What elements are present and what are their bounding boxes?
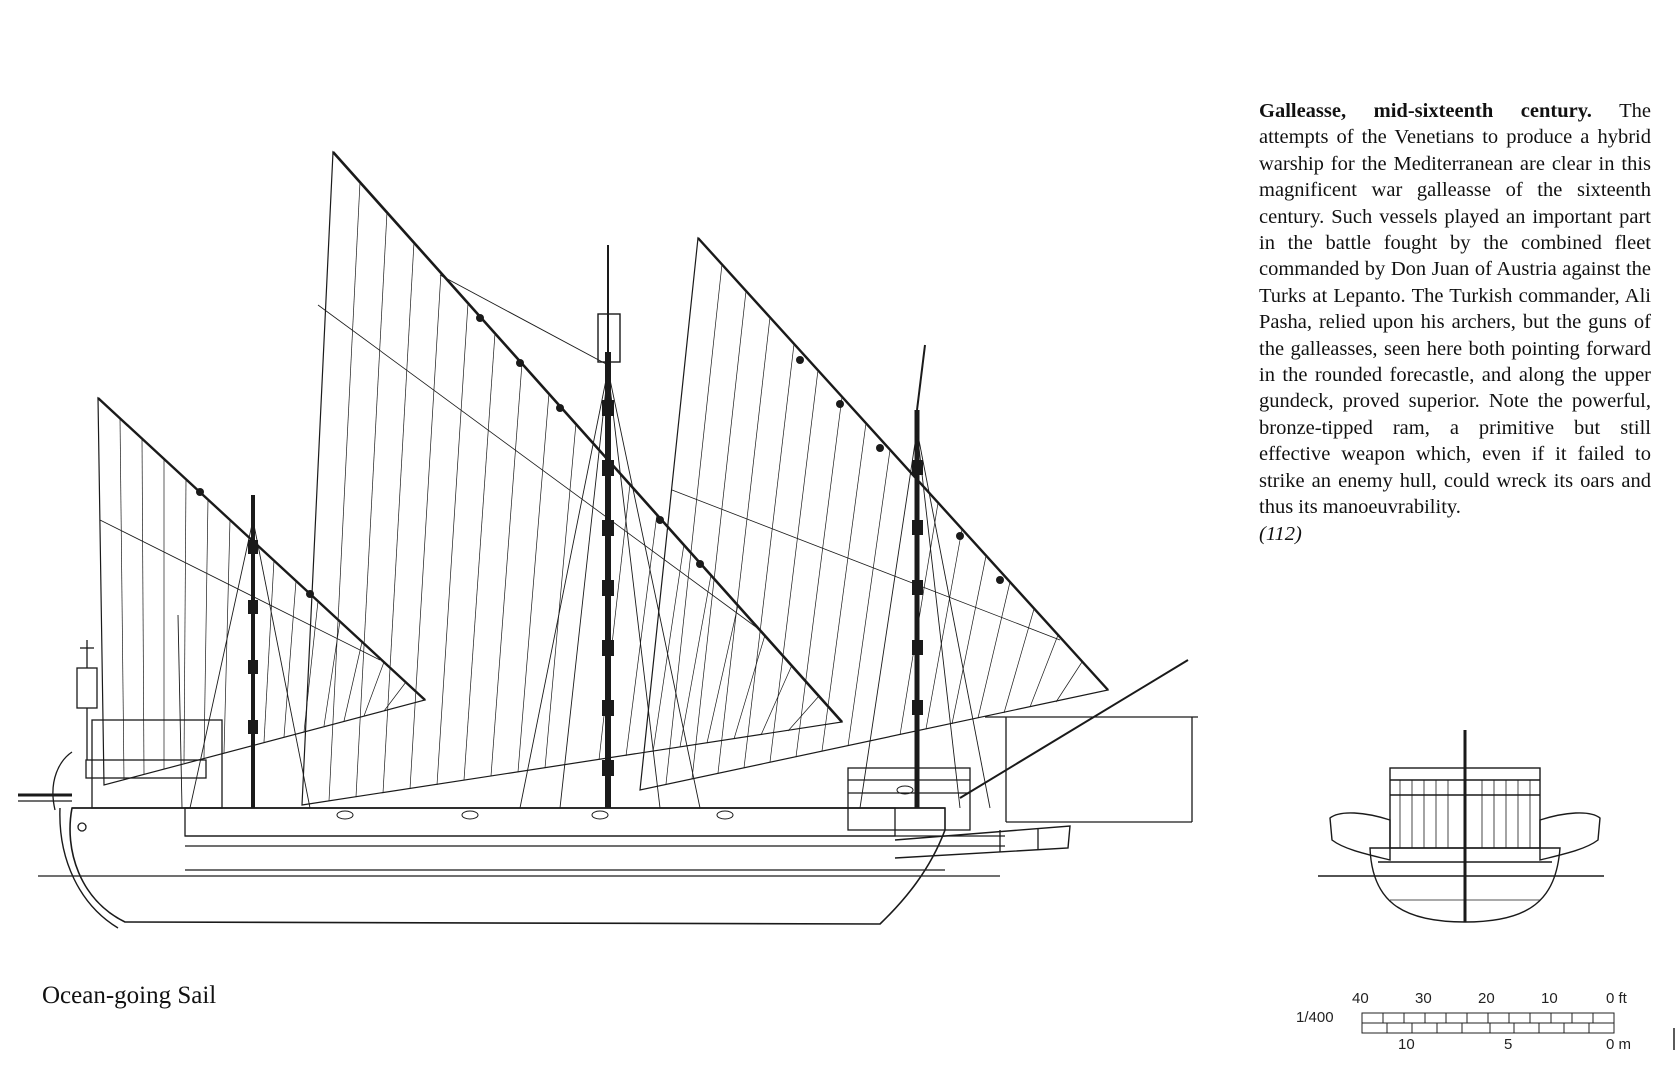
mizzen-sail bbox=[98, 398, 425, 785]
caption-block bbox=[1259, 98, 1651, 547]
caption-reference: (112) bbox=[1259, 522, 1302, 545]
scale-meter-bar bbox=[1362, 1023, 1614, 1033]
main-sail bbox=[302, 152, 842, 805]
front-right-wing bbox=[1540, 813, 1600, 860]
yard-ties bbox=[196, 314, 1004, 598]
front-view bbox=[1318, 730, 1604, 922]
rigging bbox=[178, 275, 990, 808]
caption-body: The attempts of the Venetians to produce a hybrid warship for the Mediterranean are clear in this magnificent war galleasse of the sixteenth century. Such vessels played an important part in the battle fought by the combined fleet commanded by Don Juan of Austria against the Turks at Lepanto. The Turkish commander, Ali Pasha, relied upon his archers, but the guns of the galleasses, seen here both pointing forward in the rounded forecastle, and along the upper gundeck, proved superior. Note the powerful, bronze-tipped ram, a primitive but still effective weapon which, even if it failed to strike an enemy hull, could wreck its oars and thus its manoeuvrability. bbox=[1259, 100, 1651, 519]
fore-topmast bbox=[917, 345, 925, 410]
stem bbox=[60, 808, 118, 928]
scale-ratio: 1/400 bbox=[1296, 1009, 1334, 1026]
main-sail-seams bbox=[329, 182, 819, 801]
caption-title: Galleasse, mid-sixteenth century. bbox=[1259, 100, 1592, 122]
section-label: Ocean-going Sail bbox=[42, 982, 217, 1009]
forecastle bbox=[848, 768, 970, 830]
ram bbox=[895, 826, 1070, 858]
mizzen-sail-seams bbox=[120, 418, 406, 780]
scale-meter-label-0: 0 m bbox=[1606, 1036, 1632, 1053]
upper-gundeck bbox=[185, 808, 895, 836]
gun-ports bbox=[337, 786, 913, 819]
mizzen-reef-line bbox=[100, 520, 380, 660]
scale-feet-label-20: 20 bbox=[1478, 990, 1495, 1007]
stern-lantern bbox=[77, 668, 97, 708]
scale-meter-label-5: 5 bbox=[1504, 1036, 1513, 1053]
scale-feet-label-40: 40 bbox=[1352, 990, 1369, 1007]
main-reef-line bbox=[318, 305, 760, 630]
fore-sail-seams bbox=[666, 264, 1082, 784]
scale-feet-label-30: 30 bbox=[1415, 990, 1432, 1007]
scale-feet-label-10: 10 bbox=[1541, 990, 1558, 1007]
front-left-wing bbox=[1330, 813, 1390, 860]
fore-sail bbox=[640, 238, 1108, 790]
hull-outline bbox=[70, 808, 945, 924]
bowsprit bbox=[960, 660, 1188, 798]
scale-meter-label-10: 10 bbox=[1398, 1036, 1415, 1053]
stern-castle bbox=[92, 720, 222, 808]
scale-feet-label-0: 0 ft bbox=[1606, 990, 1627, 1007]
scale-bar bbox=[1362, 1013, 1614, 1033]
hawse-hole bbox=[78, 823, 86, 831]
